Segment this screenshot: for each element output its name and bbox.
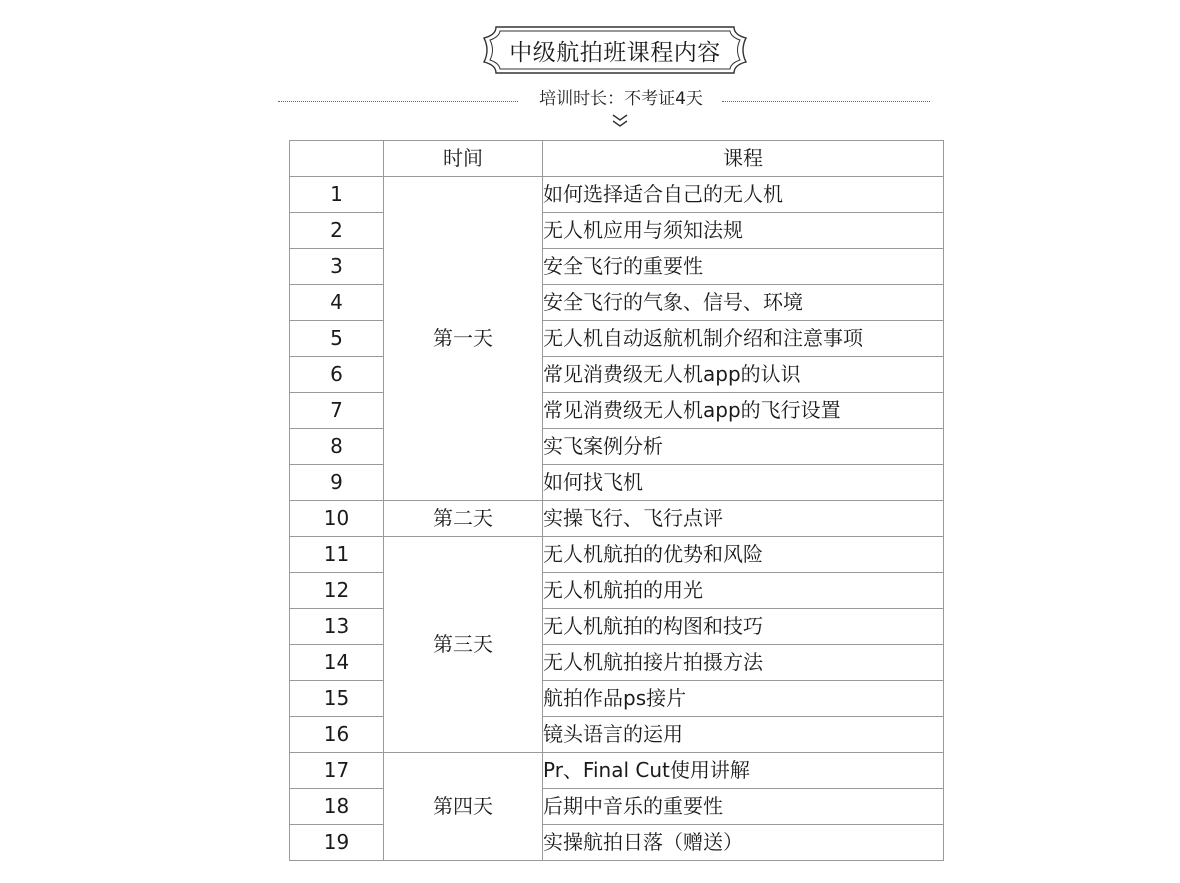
course-name: 无人机应用与须知法规 bbox=[543, 213, 944, 249]
table-row bbox=[290, 753, 944, 789]
dotted-divider-right bbox=[722, 101, 930, 102]
course-name: 航拍作品ps接片 bbox=[543, 681, 944, 717]
training-duration: 培训时长：不考证4天 bbox=[539, 89, 703, 109]
course-name: 无人机航拍的优势和风险 bbox=[543, 537, 944, 573]
course-schedule-table bbox=[289, 140, 944, 861]
page-title: 中级航拍班课程内容 bbox=[509, 39, 721, 66]
course-name: 实操飞行、飞行点评 bbox=[543, 501, 944, 537]
row-number: 19 bbox=[290, 825, 384, 861]
row-number: 11 bbox=[290, 537, 384, 573]
row-number: 14 bbox=[290, 645, 384, 681]
row-number: 9 bbox=[290, 465, 384, 501]
row-number: 10 bbox=[290, 501, 384, 537]
day-label: 第一天 bbox=[384, 177, 543, 501]
course-name: 安全飞行的重要性 bbox=[543, 249, 944, 285]
row-number: 13 bbox=[290, 609, 384, 645]
title-banner bbox=[482, 26, 748, 74]
day-label: 第四天 bbox=[384, 753, 543, 861]
table-row bbox=[290, 537, 944, 573]
row-number: 18 bbox=[290, 789, 384, 825]
course-name: 无人机自动返航机制介绍和注意事项 bbox=[543, 321, 944, 357]
table-body bbox=[290, 177, 944, 861]
row-number: 3 bbox=[290, 249, 384, 285]
course-name: 无人机航拍的构图和技巧 bbox=[543, 609, 944, 645]
course-name: 无人机航拍的用光 bbox=[543, 573, 944, 609]
course-name: 实飞案例分析 bbox=[543, 429, 944, 465]
row-number: 5 bbox=[290, 321, 384, 357]
course-name: 常见消费级无人机app的认识 bbox=[543, 357, 944, 393]
row-number: 2 bbox=[290, 213, 384, 249]
table-header-row bbox=[290, 141, 944, 177]
header-course: 课程 bbox=[543, 141, 944, 177]
course-name: 实操航拍日落（赠送） bbox=[543, 825, 944, 861]
double-chevron-down-icon bbox=[611, 112, 629, 130]
course-name: 常见消费级无人机app的飞行设置 bbox=[543, 393, 944, 429]
row-number: 17 bbox=[290, 753, 384, 789]
row-number: 16 bbox=[290, 717, 384, 753]
header-time: 时间 bbox=[384, 141, 543, 177]
row-number: 12 bbox=[290, 573, 384, 609]
course-name: 如何找飞机 bbox=[543, 465, 944, 501]
row-number: 8 bbox=[290, 429, 384, 465]
header-number bbox=[290, 141, 384, 177]
row-number: 6 bbox=[290, 357, 384, 393]
dotted-divider-left bbox=[278, 101, 518, 102]
table-row bbox=[290, 177, 944, 213]
row-number: 1 bbox=[290, 177, 384, 213]
course-name: 后期中音乐的重要性 bbox=[543, 789, 944, 825]
row-number: 15 bbox=[290, 681, 384, 717]
course-name: 安全飞行的气象、信号、环境 bbox=[543, 285, 944, 321]
course-name: Pr、Final Cut使用讲解 bbox=[543, 753, 944, 789]
day-label: 第三天 bbox=[384, 537, 543, 753]
day-label: 第二天 bbox=[384, 501, 543, 537]
course-name: 无人机航拍接片拍摄方法 bbox=[543, 645, 944, 681]
table-row bbox=[290, 501, 944, 537]
row-number: 7 bbox=[290, 393, 384, 429]
course-name: 镜头语言的运用 bbox=[543, 717, 944, 753]
course-name: 如何选择适合自己的无人机 bbox=[543, 177, 944, 213]
row-number: 4 bbox=[290, 285, 384, 321]
